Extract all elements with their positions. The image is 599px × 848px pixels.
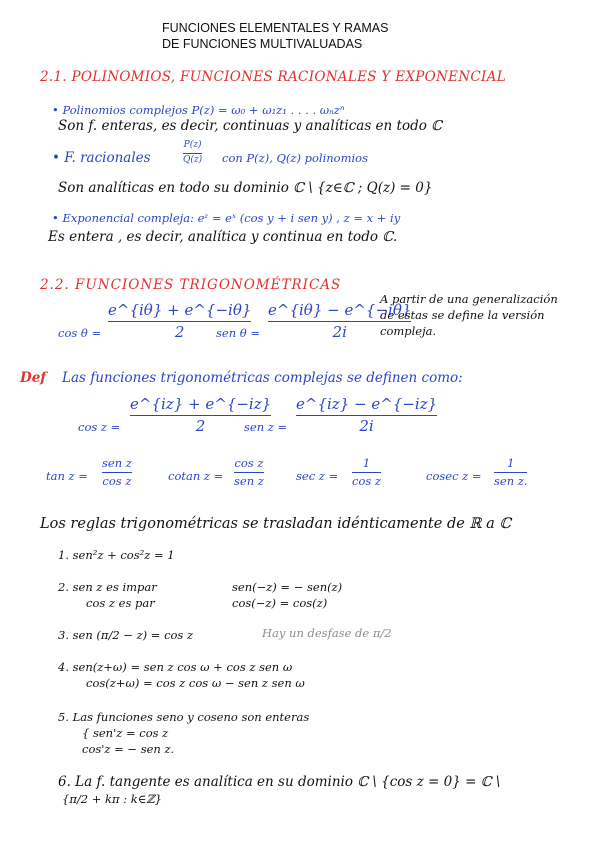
- rule-5: 5. Las funciones seno y coseno son enteras: [58, 710, 310, 724]
- sec-z-fraction: [352, 457, 381, 487]
- tan-z-lhs: tan z =: [46, 469, 88, 483]
- section-heading-2-2: 2.2. FUNCIONES TRIGONOMÉTRICAS: [40, 277, 342, 293]
- rule-2-cos-even: cos z es par: [86, 596, 155, 610]
- rule-5-cos-derivative: cos'z = − sen z.: [82, 742, 175, 756]
- rule-3: 3. sen (π/2 − z) = cos z: [58, 628, 194, 642]
- rational-note: Son analíticas en todo su dominio ℂ \ {z∈ℂ ; Q(z) = 0}: [58, 180, 433, 196]
- cos-z-lhs: cos z =: [78, 420, 121, 434]
- sen-theta-denominator: 2i: [332, 322, 347, 341]
- tan-z-fraction: [102, 457, 132, 487]
- rule-4-sen-sum: 4. sen(z+ω) = sen z cos ω + cos z sen ω: [58, 660, 293, 674]
- bullet-rational-prefix: • F. racionales: [52, 150, 151, 166]
- definition-text: Las funciones trigonométricas complejas se definen como:: [62, 370, 463, 386]
- cos-z-denominator: 2: [195, 416, 206, 435]
- cotan-z-fraction: [234, 457, 264, 487]
- rule-5-sen-derivative: { sen'z = cos z: [82, 726, 169, 740]
- page-title-line-1: FUNCIONES ELEMENTALES Y RAMAS: [162, 21, 389, 35]
- cotan-z-denominator: sen z: [234, 473, 264, 488]
- rule-4-cos-sum: cos(z+ω) = cos z cos ω − sen z sen ω: [86, 676, 305, 690]
- sen-theta-numerator: e^{iθ} − e^{−iθ}: [268, 301, 412, 319]
- rule-1: 1. sen²z + cos²z = 1: [58, 548, 175, 562]
- cosec-z-lhs: cosec z =: [426, 469, 482, 483]
- side-note-line-1: A partir de una generalización: [380, 292, 558, 306]
- sen-z-fraction: [296, 396, 437, 434]
- definition-mark: Def: [20, 370, 47, 386]
- side-note-line-3: compleja.: [380, 324, 437, 338]
- cos-theta-lhs: cos θ =: [58, 326, 102, 340]
- tan-z-denominator: cos z: [102, 473, 132, 488]
- bullet-polynomials: • Polinomios complejos P(z) = ω₀ + ω₁z₁ . . . . ωₙzⁿ: [52, 103, 345, 117]
- rule-2-sen-identity: sen(−z) = − sen(z): [232, 580, 343, 594]
- polynomials-note: Son f. enteras, es decir, continuas y analíticas en todo ℂ: [58, 118, 442, 134]
- sen-theta-lhs: sen θ =: [216, 326, 260, 340]
- cos-theta-denominator: 2: [174, 322, 185, 341]
- sec-z-denominator: cos z: [352, 473, 381, 488]
- page-title-line-2: DE FUNCIONES MULTIVALUADAS: [162, 37, 363, 51]
- sen-z-lhs: sen z =: [244, 420, 288, 434]
- cotan-z-numerator: cos z: [234, 456, 264, 470]
- sec-z-lhs: sec z =: [296, 469, 339, 483]
- cosec-z-numerator: 1: [507, 456, 515, 470]
- cos-theta-numerator: e^{iθ} + e^{−iθ}: [108, 301, 252, 319]
- tan-z-numerator: sen z: [102, 456, 132, 470]
- cosec-z-denominator: sen z.: [494, 473, 528, 488]
- exponential-note: Es entera , es decir, analítica y continua en todo ℂ.: [48, 229, 398, 245]
- cosec-z-fraction: [494, 457, 527, 487]
- rules-intro: Los reglas trigonométricas se trasladan idénticamente de ℝ a ℂ: [40, 516, 511, 532]
- section-heading-2-1: 2.1. POLINOMIOS, FUNCIONES RACIONALES Y EXPONENCIAL: [40, 69, 506, 85]
- rule-3-note: Hay un desfase de π/2: [262, 626, 392, 640]
- cotan-z-lhs: cotan z =: [168, 469, 224, 483]
- rational-fraction: [183, 141, 202, 166]
- rule-6-set: {π/2 + kπ : k∈ℤ}: [62, 792, 162, 806]
- side-note-line-2: de estas se define la versión: [380, 308, 545, 322]
- rule-2-cos-identity: cos(−z) = cos(z): [232, 596, 328, 610]
- sen-z-denominator: 2i: [359, 416, 374, 435]
- sen-z-numerator: e^{iz} − e^{−iz}: [296, 395, 438, 413]
- bullet-exponential: • Exponencial compleja: eᶻ = eˣ (cos y + i sen y) , z = x + iy: [52, 211, 401, 225]
- rule-6: 6. La f. tangente es analítica en su dominio ℂ \ {cos z = 0} = ℂ \: [58, 774, 501, 790]
- sec-z-numerator: 1: [362, 456, 371, 470]
- rational-denominator: Q(z): [183, 154, 203, 165]
- rational-condition: con P(z), Q(z) polinomios: [222, 151, 369, 165]
- rational-numerator: P(z): [183, 140, 202, 150]
- cos-z-numerator: e^{iz} + e^{−iz}: [130, 395, 272, 413]
- rule-2-sen-odd: 2. sen z es impar: [58, 580, 157, 594]
